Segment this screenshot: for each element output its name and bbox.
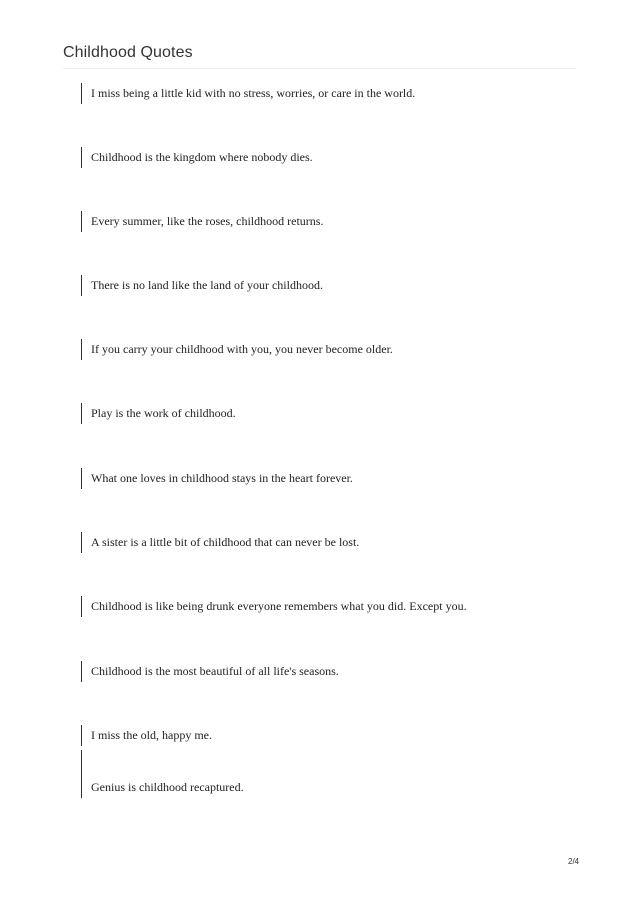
quote-text: Childhood is the kingdom where nobody dies. (91, 150, 313, 164)
quote-bar (81, 339, 82, 360)
quote-bar (81, 750, 82, 798)
quote-item (81, 471, 353, 485)
quote-item (81, 406, 236, 420)
quote-bar (81, 532, 82, 553)
quote-bar (81, 83, 82, 104)
quote-item (81, 86, 415, 100)
quote-item (81, 780, 244, 794)
quote-bar (81, 725, 82, 746)
quote-bar (81, 147, 82, 168)
title-divider (63, 68, 576, 69)
quote-bar (81, 403, 82, 424)
quote-item (81, 150, 313, 164)
quote-text: A sister is a little bit of childhood that can never be lost. (91, 535, 360, 549)
quote-bar (81, 468, 82, 489)
quote-text: What one loves in childhood stays in the heart forever. (91, 471, 353, 485)
quote-bar (81, 661, 82, 682)
quote-text: I miss the old, happy me. (91, 728, 212, 742)
quote-item (81, 599, 467, 613)
quote-bar (81, 596, 82, 617)
quote-text: I miss being a little kid with no stress, worries, or care in the world. (91, 86, 416, 100)
quote-item (81, 664, 339, 678)
quote-item (81, 278, 323, 292)
page-title: Childhood Quotes (63, 44, 193, 61)
quote-text: Every summer, like the roses, childhood returns. (91, 214, 324, 228)
quote-text: Childhood is the most beautiful of all life's seasons. (91, 664, 339, 678)
quote-text: If you carry your childhood with you, you never become older. (91, 342, 393, 356)
page-number: 2/4 (568, 857, 580, 866)
quote-text: There is no land like the land of your childhood. (91, 278, 323, 292)
quote-item (81, 342, 393, 356)
quote-text: Genius is childhood recaptured. (91, 780, 244, 794)
quote-item (81, 214, 323, 228)
quote-text: Play is the work of childhood. (91, 406, 236, 420)
quote-item (81, 728, 212, 742)
quote-bar (81, 275, 82, 296)
quote-bar (81, 211, 82, 232)
quote-item (81, 535, 359, 549)
quote-text: Childhood is like being drunk everyone remembers what you did. Except you. (91, 599, 467, 613)
